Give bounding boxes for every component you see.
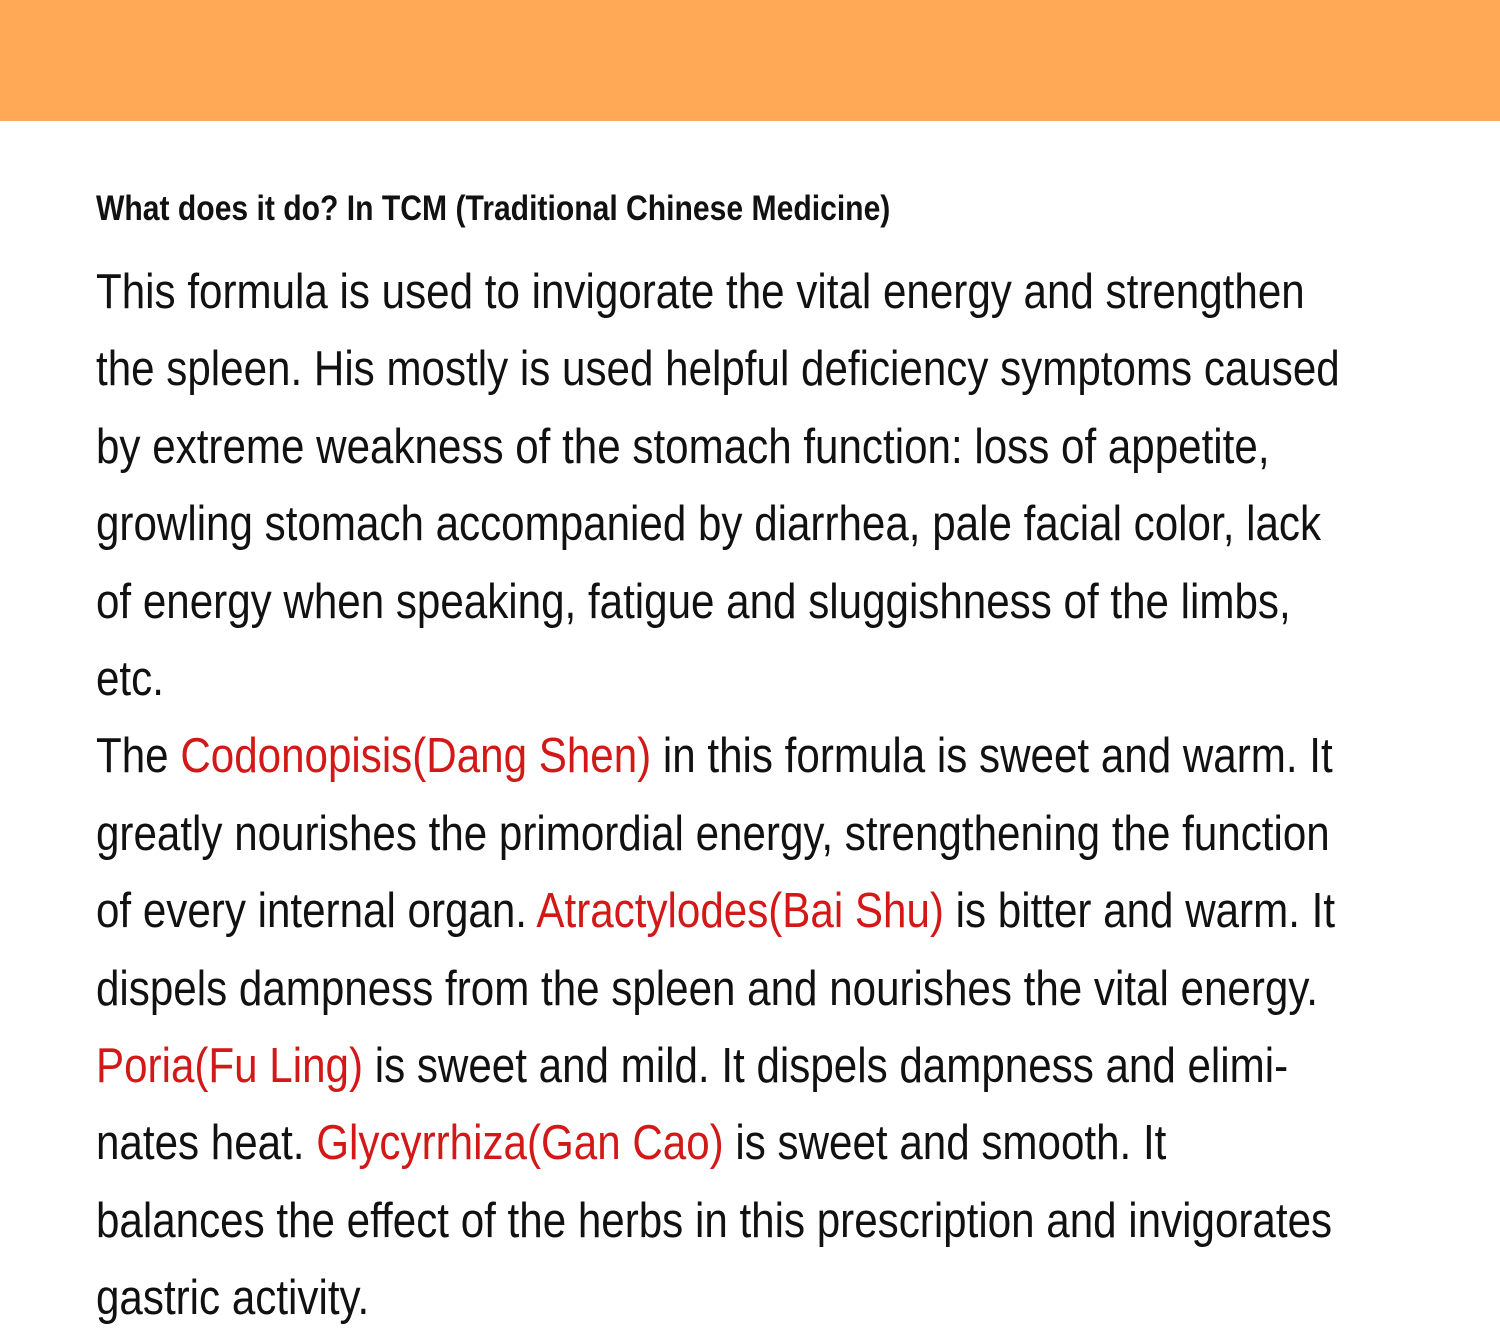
paragraph-overview [96,254,1436,718]
paragraph-line: of energy when speaking, fatigue and sluggishness of the limbs, [96,574,1291,629]
paragraph-line [96,718,1333,795]
paragraph-line: etc. [96,652,164,707]
paragraph-line: greatly nourishes the primordial energy, strengthening the function [96,806,1330,861]
paragraph-line: This formula is used to invigorate the vital energy and strengthen [96,265,1305,319]
paragraph-line: dispels dampness from the spleen and nourishes the vital energy. [96,961,1318,1016]
herb-name-glycyrrhiza: Glycyrrhiza(Gan Cao) [316,1116,724,1171]
paragraph-line [96,1105,1248,1182]
paragraph-line: growling stomach accompanied by diarrhea, pale facial color, lack [96,497,1322,552]
paragraph-ingredients [96,718,1436,1337]
paragraph-line: gastric activity. [96,1271,370,1326]
document-body [96,178,1436,1338]
paragraph-line: by extreme weakness of the stomach function: loss of appetite, [96,419,1270,474]
line-text: of every internal organ. [96,884,537,939]
line-text: nates heat. [96,1116,317,1171]
line-text: is sweet and mild. It dispels dampness and elimi- [363,1039,1289,1094]
line-text: in this formula is sweet and warm. It [651,729,1333,784]
paragraph-line [96,1028,1289,1105]
herb-name-poria: Poria(Fu Ling) [96,1039,364,1094]
paragraph-line: balances the effect of the herbs in this prescription and invigorates [96,1193,1333,1248]
line-text: The [96,729,181,784]
line-text: is sweet and smooth. It [723,1116,1167,1171]
herb-name-atractylodes: Atractylodes(Bai Shu) [536,884,944,939]
section-heading: What does it do? In TCM (Traditional Chinese Medicine) [96,189,891,228]
line-text: is bitter and warm. It [943,884,1336,939]
paragraph-line: the spleen. His mostly is used helpful deficiency symptoms caused [96,342,1340,397]
herb-name-codonopsis: Codonopisis(Dang Shen) [180,729,652,784]
top-banner [0,0,1500,121]
paragraph-line [96,873,1336,950]
